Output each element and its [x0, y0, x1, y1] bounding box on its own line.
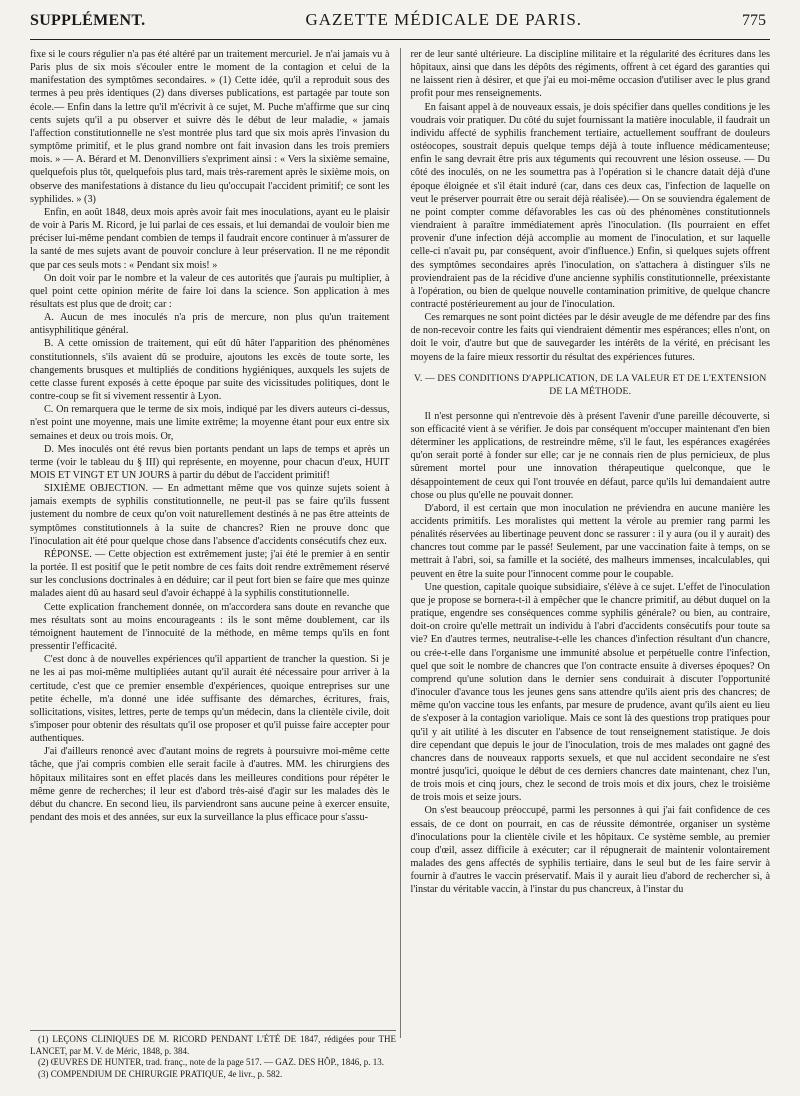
- paragraph: Ces remarques ne sont point dictées par le désir aveugle de me défendre par des fins de non-recevoir contre les faits qui viendraient démentir mes espérances; elles n'ont, on doit le voir, d'autre but que de sauvegarder les intérêts de la vérité, en précisant les moyens de la faire mieux ressortir du résultat des expériences futures.: [410, 312, 770, 363]
- paragraph: Il n'est personne qui n'entrevoie dès à présent l'avenir d'une pareille découverte, si son efficacité vient à se vérifier. Je dois par conséquent m'occuper maintenant d'en bien déterminer les applications, de restreindre même, s'il le faut, les espérances exagérées qu'on serait porté à fonder sur elle; car je ne connais rien de plus pernicieux, de plus sûrement mortel pour une innovation thérapeutique quelconque, que le désappointement de ceux qui l'ont trouvée en défaut, parce qu'ils lui demandaient autre chose ou plus qu'elle ne pouvait donner.: [410, 410, 770, 501]
- paragraph: Cette explication franchement donnée, on m'accordera sans doute en revanche que mes résultats sont au moins encourageants : ils le sont même doublement, car ils témoignent hautement de l'innocuité de la méthode, en même temps qu'ils en font pressentir l'efficacité.: [30, 601, 390, 653]
- paragraph: C. On remarquera que le terme de six mois, indiqué par les divers auteurs ci-dessus, n'est point une moyenne, mais une limite extrême; la moyenne étant pour eux entre six semaines et deux ou trois mois. Or,: [30, 404, 390, 442]
- footnotes: [30, 1030, 396, 1080]
- running-header: [30, 10, 770, 40]
- paragraph: RÉPONSE. — Cette objection est extrêmement juste; j'ai été le premier à en sentir la portée. Il est positif que le petit nombre de ces faits doit rendre extrêmement réservé sur les conclusions doctrinales à en déduire; car il peut fort bien se faire que mes quinze malades aient dû au hasard seul d'avoir échappé à la syphilis constitutionnelle.: [30, 548, 390, 600]
- left-column: [30, 48, 401, 1038]
- paragraph: A. Aucun de mes inoculés n'a pris de mercure, non plus qu'un traitement antisyphilitique général.: [30, 312, 390, 337]
- paragraph: Une question, capitale quoique subsidiaire, s'élève à ce sujet. L'effet de l'inoculation que je propose se bornera-t-il à empêcher que le chancre primitif, au début duquel on la pratique, engendre ses conséquences comme syphilis générale? ou bien, au contraire, doit-on croire qu'elle mettrait un individu à l'abri d'accidents consécutifs pour toute sa vie? En d'autres termes, neutralise-t-elle les chances d'infection résultant d'un chancre, ou crée-t-elle dans l'organisme une immunité absolue et perpétuelle contre l'infection, quel que soit le nombre de chancres que l'on contracte ensuite à diverses époques? On comprend qu'une solution dans le dernier sens conduirait à discuter l'opportunité d'inoculer d'avance tous les jeunes gens sans attendre qu'ils aient pris des chancres; de même qu'on vaccine tous les enfants, par mesure de prudence, avant qu'ils aient eu lieu de s'exposer à la contagion variolique. Mais ce sont là des questions trop pratiques pour qu'il y ait utilité à les discuter en l'absence de tout renseignement statistique. Je dois dire cependant que depuis le jour de l'inoculation, trois de mes malades ont gagné des chancres dans de nouveaux rapports sexuels, et que nul accident secondaire ne s'est montré jusqu'ici, quoique le début de ces derniers chancres date maintenant, chez l'un, de trois mois et cinq jours, chez le second de trois mois et dix jours, chez le troisième de trois mois et seize jours.: [410, 581, 770, 804]
- paragraph: On doit voir par le nombre et la valeur de ces autorités que j'aurais pu multiplier, à quel point cette opinion mérite de faire loi dans la science. Son application à mes résultats est plus que de droit; car :: [30, 272, 390, 310]
- paragraph: C'est donc à de nouvelles expériences qu'il appartient de trancher la question. Si je ne les ai pas moi-même multipliées autant qu'il aurait été nécessaire pour arriver à la certitude, c'est que ce premier ensemble d'expériences, quoique entreprises sur une petite échelle, m'a donné une idée suffisante des démarches, écritures, frais, sollicitations, visites, lettres, perte de temps qu'un médecin, dans la clientèle civile, doit s'imposer pour obtenir des résultats qu'il ose proposer et qu'il puisse faire accepter pour authentiques.: [30, 654, 390, 745]
- paragraph: B. A cette omission de traitement, qui eût dû hâter l'apparition des phénomènes constitutionnels, s'ils avaient dû se produire, ajoutons les excès de toute sorte, les changements brusques et multipliés de conditions hygiéniques, auxquels les sujets de cette classe furent exposés à cette époque par suite des vicissitudes politiques, dont le contre-coup se fit si vivement ressentir à Lyon.: [30, 338, 390, 403]
- paragraph: Enfin, en août 1848, deux mois après avoir fait mes inoculations, ayant eu le plaisir de voir à Paris M. Ricord, je lui parlai de ces essais, et lui demandai de vouloir bien me préciser lui-même pendant combien de temps il faudrait encore continuer à m'assurer de la santé de mes sujets avant de pouvoir conclure à leur préservation. Il ne me répondit que par ces seuls mots : « Pendant six mois! »: [30, 206, 390, 271]
- paragraph: D'abord, il est certain que mon inoculation ne préviendra en aucune manière les accidents primitifs. Les moralistes qui mettent la vérole au premier rang parmi les pénalités réservées au libertinage peuvent donc se rassurer : il y aura (ou il y aurait) des chancres tout comme par le passé! Seulement, par une vaccination faite à temps, on se mettrait à l'abri, soi, sa famille et la société, des malheurs immenses, incalculables, qui peuvent en être la suite pour l'innocent comme pour le coupable.: [410, 502, 770, 580]
- footnote: (1) LEÇONS CLINIQUES DE M. RICORD PENDANT L'ÉTÉ DE 1847, rédigées pour THE LANCET, par M. V. de Méric, 1848, p. 384.: [30, 1034, 396, 1056]
- paragraph: fixe si le cours régulier n'a pas été altéré par un traitement mercuriel. Je n'ai jamais vu à Paris plus de six mois s'écouler entre le moment de la contagion et celui de la manifestation des symptômes secondaires. » (1) Cette idée, qu'il a reproduit sous des termes à peu près identiques (2) dans diverses publications, est partagée par toute son école.— Enfin dans la lettre qu'il m'écrivit à ce sujet, M. Puche m'affirme que sur cinq cents sujets qu'il a pu observer et suivre dès le début de leur maladie, « jamais l'affection constitutionnelle ne s'est montrée plus tard que six mois après l'invasion du symptôme primitif, et le plus grand nombre ont fait invasion dans les trois premiers mois. » — A. Bérard et M. Denonvilliers s'expriment ainsi : « Vers la sixième semaine, quelquefois plus tôt, quelquefois plus tard, mais très-rarement après le sixième mois, on observe des manifestations à distance du lieu qu'occupait l'accident primitif; ce sont les syphilides. » (3): [30, 49, 390, 205]
- paragraph: D. Mes inoculés ont été revus bien portants pendant un laps de temps et après un terme (voir le tableau du § III) qui représente, en moyenne, pour chacun d'eux, HUIT MOIS ET VINGT ET UN JOURS à partir du début de l'accident primitif!: [30, 443, 390, 481]
- footnote: (3) COMPENDIUM DE CHIRURGIE PRATIQUE, 4e livr., p. 582.: [38, 1068, 283, 1079]
- paragraph: SIXIÈME OBJECTION. — En admettant même que vos quinze sujets soient à jamais exempts de syphilis constitutionnelle, ne peut-il pas se faire qu'ils fussent justement du nombre de ceux qu'on voit naturellement destinés à ne pas être atteints de symptômes constitutionnels à la suite de chancres? Rien ne prouve donc que l'inoculation ait été pour quelque chose dans l'absence d'accidents consécutifs chez eux.: [30, 483, 390, 547]
- text-columns: [30, 48, 770, 1038]
- paragraph: En faisant appel à de nouveaux essais, je dois spécifier dans quelles conditions je les voudrais voir pratiquer. Du côté du sujet fournissant la matière inoculable, il faudrait un individu affecté de syphilis franchement tertiaire, actuellement souffrant de douleurs ostéocopes, soustrait depuis quelque temps déjà à toute influence médicamenteuse; enfin le sang devrait être pris aux téguments qui recouvrent une lésion osseuse. — Du côté des inoculés, on ne les soumettra pas à l'opération si le chancre datait déjà d'une époque éloignée et s'il était induré (car, dans ces deux cas, l'infection de laquelle on veut le préserver pourrait être ou serait déjà réalisée).— On se souviendra également de ne point compter comme défavorables les cas où des phénomènes constitutionnels viendraient à paraître immédiatement après l'inoculation. (Ils pourraient en effet provenir d'une infection déjà accomplie au moment de l'inoculation, et sur laquelle celle-ci n'avait pu, par conséquent, avoir d'influence.) Enfin, si quelques sujets offrent des symptômes secondaires après l'inoculation, on s'attachera à distinguer s'ils ne proviendraient pas de la récidive d'une ancienne syphilis constitutionnelle, préexistante à l'opération, ou bien de quelque nouvelle contamination primitive, de quelque chancre contracté postérieurement au jour de l'inoculation.: [410, 101, 770, 310]
- section-heading: V. — DES CONDITIONS D'APPLICATION, DE LA VALEUR ET DE L'EXTENSION DE LA MÉTHODE.: [413, 372, 767, 397]
- footnote: (2) ŒUVRES DE HUNTER, trad. franç., note de la page 517. — GAZ. DES HÔP., 1846, p. 13.: [38, 1057, 384, 1067]
- page-number: 775: [742, 12, 766, 29]
- paragraph: On s'est beaucoup préoccupé, parmi les personnes à qui j'ai fait confidence de ces essais, de ce dont on pourrait, en cas de réussite démontrée, organiser un système d'inoculations pour la clientèle civile et les hôpitaux. Ce système semble, au premier coup d'œil, assez difficile à exécuter; car il répugnerait de maintenir volontairement malades des gens affectés de syphilis tertiaire, dans le seul but de les faire servir à fournir à d'autres le vaccin préservatif. Mais il y aurait lieu d'abord de rechercher si, à l'instar du véritable vaccin, à l'instar du pus chancreux, à l'instar du: [410, 805, 770, 896]
- paragraph: J'ai d'ailleurs renoncé avec d'autant moins de regrets à poursuivre moi-même cette tâche, que j'ai compris combien elle serait facile à d'autres. MM. les chirurgiens des hôpitaux militaires sont en effet placés dans les meilleures conditions pour répéter le même genre de recherches; il leur est d'abord très-aisé d'agir sur les malades dès le début du chancre. En second lieu, ils parviendront sans aucune peine à exercer ensuite, pendant des mois et des années, sur eux la surveillance la plus efficace pour s'assu-: [30, 746, 390, 824]
- journal-title: GAZETTE MÉDICALE DE PARIS.: [305, 10, 583, 29]
- paragraph: rer de leur santé ultérieure. La discipline militaire et la régularité des écritures dans les hôpitaux, ainsi que dans les dépôts des régiments, offrent à cet égard des garanties qui ne laissent rien à désirer, et que j'ai eu moi-même occasion d'utiliser avec le plus grand profit pour mes renseignements.: [410, 49, 770, 100]
- right-column: [401, 48, 771, 1038]
- supplement-label: SUPPLÉMENT.: [30, 12, 146, 29]
